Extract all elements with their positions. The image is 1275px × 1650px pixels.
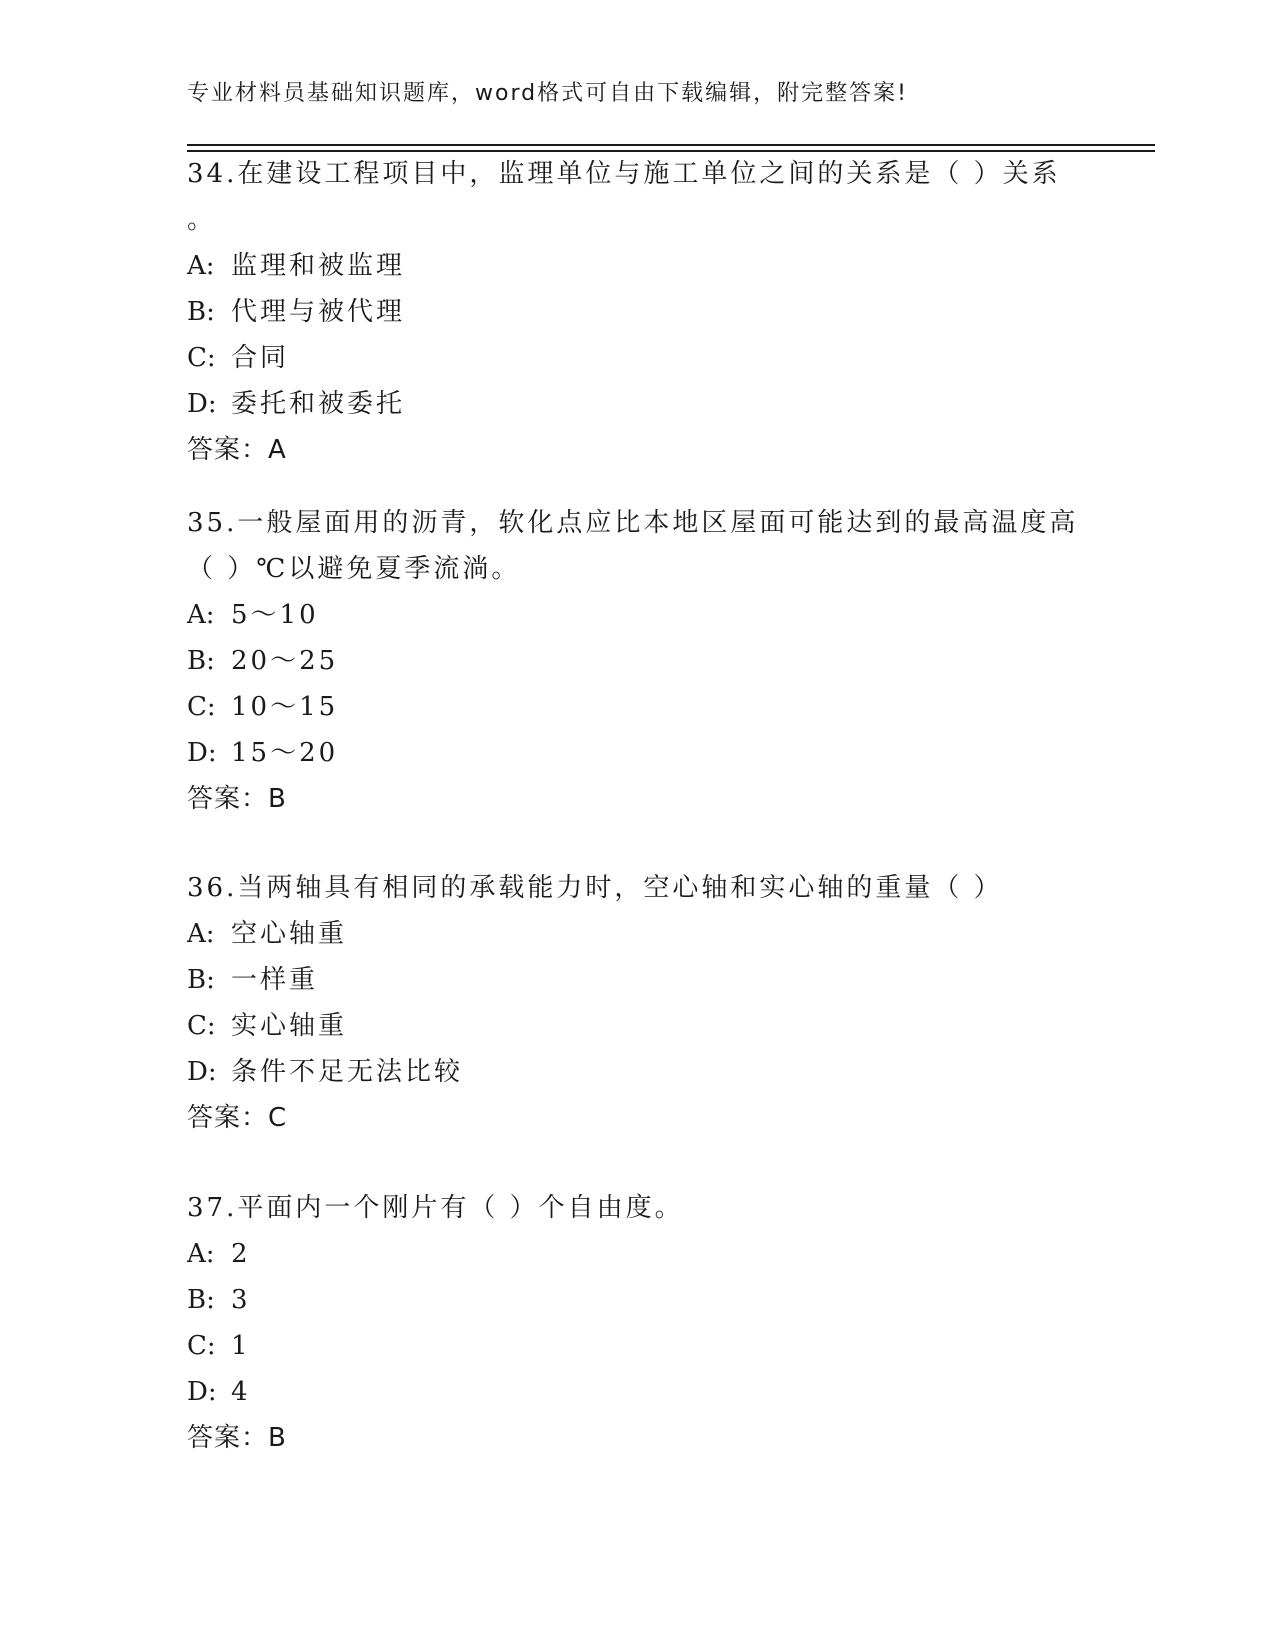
header-rule-top	[187, 144, 1155, 146]
option-text: 空心轴重	[231, 919, 348, 949]
option-letter: A:	[187, 1239, 215, 1269]
option-letter: C:	[187, 1331, 216, 1361]
option-a	[187, 1231, 1107, 1277]
option-text: 15～20	[231, 738, 339, 768]
option-letter: B:	[187, 297, 215, 327]
question-stem-line: 37.平面内一个刚片有（ ）个自由度。	[187, 1193, 684, 1223]
option-a	[187, 592, 1107, 638]
question-stem-line: 35.一般屋面用的沥青，软化点应比本地区屋面可能达到的最高温度高	[187, 508, 1079, 538]
option-text: 合同	[231, 343, 290, 373]
option-letter: D:	[187, 1377, 217, 1407]
question-34	[187, 151, 1107, 473]
option-text: 4	[231, 1377, 251, 1407]
option-letter: C:	[187, 1011, 216, 1041]
option-d	[187, 1049, 1107, 1095]
option-b	[187, 1277, 1107, 1323]
option-text: 代理与被代理	[231, 297, 406, 327]
option-c	[187, 335, 1107, 381]
option-text: 1	[231, 1331, 251, 1361]
question-35	[187, 500, 1107, 822]
option-a	[187, 911, 1107, 957]
answer-line: 答案：B	[187, 1423, 287, 1453]
answer-line: 答案：A	[187, 435, 287, 465]
option-c	[187, 1323, 1107, 1369]
option-text: 10～15	[231, 692, 339, 722]
option-text: 5～10	[231, 600, 319, 630]
option-d	[187, 730, 1107, 776]
question-stem-line: 36.当两轴具有相同的承载能力时，空心轴和实心轴的重量（ ）	[187, 873, 1003, 903]
question-stem-line: （ ）℃以避免夏季流淌。	[187, 554, 521, 584]
answer-line: 答案：C	[187, 1103, 288, 1133]
option-text: 条件不足无法比较	[231, 1057, 464, 1087]
option-letter: C:	[187, 692, 216, 722]
option-a	[187, 243, 1107, 289]
option-d	[187, 1369, 1107, 1415]
option-letter: A:	[187, 600, 215, 630]
option-c	[187, 1003, 1107, 1049]
option-text: 3	[231, 1285, 251, 1315]
option-letter: B:	[187, 965, 215, 995]
option-letter: D:	[187, 738, 217, 768]
page-header: 专业材料员基础知识题库，word格式可自由下载编辑，附完整答案!	[187, 81, 908, 106]
option-text: 实心轴重	[231, 1011, 348, 1041]
option-text: 2	[231, 1239, 251, 1269]
option-letter: A:	[187, 251, 215, 281]
option-text: 一样重	[231, 965, 319, 995]
option-letter: A:	[187, 919, 215, 949]
option-d	[187, 381, 1107, 427]
option-c	[187, 684, 1107, 730]
option-letter: B:	[187, 1285, 215, 1315]
option-b	[187, 957, 1107, 1003]
option-b	[187, 289, 1107, 335]
option-text: 委托和被委托	[231, 389, 406, 419]
option-letter: D:	[187, 1057, 217, 1087]
question-stem-line: 34.在建设工程项目中，监理单位与施工单位之间的关系是（ ）关系	[187, 159, 1061, 189]
option-text: 20～25	[231, 646, 339, 676]
question-36	[187, 865, 1107, 1141]
question-stem-line: 。	[187, 205, 217, 235]
question-37	[187, 1185, 1107, 1461]
option-letter: D:	[187, 389, 217, 419]
option-b	[187, 638, 1107, 684]
option-letter: B:	[187, 646, 215, 676]
option-text: 监理和被监理	[231, 251, 406, 281]
answer-line: 答案：B	[187, 784, 287, 814]
option-letter: C:	[187, 343, 216, 373]
